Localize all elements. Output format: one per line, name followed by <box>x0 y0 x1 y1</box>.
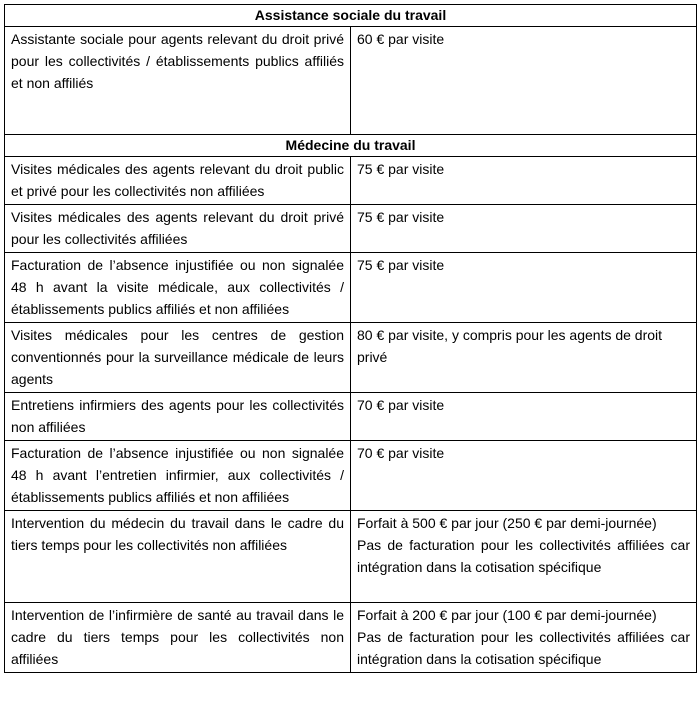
price-line: 75 € par visite <box>357 257 445 273</box>
row-description: Intervention de l’infirmière de santé au travail dans le cadre du tiers temps pour les collectivités non affiliées <box>5 603 351 673</box>
row-price <box>351 603 697 673</box>
price-note: Pas de facturation pour les collectivités affiliées car intégration dans la cotisation spécifique <box>357 629 690 667</box>
row-price <box>351 393 697 441</box>
table-row <box>5 511 697 603</box>
price-line: Forfait à 200 € par jour (100 € par demi-journée) <box>357 607 657 623</box>
row-price <box>351 511 697 603</box>
table-row <box>5 603 697 673</box>
row-price <box>351 441 697 511</box>
row-price <box>351 157 697 205</box>
row-description: Visites médicales des agents relevant du droit privé pour les collectivités affiliées <box>5 205 351 253</box>
price-line: 70 € par visite <box>357 445 445 461</box>
row-description: Entretiens infirmiers des agents pour les collectivités non affiliées <box>5 393 351 441</box>
table-row <box>5 27 697 135</box>
table-row <box>5 393 697 441</box>
row-description: Facturation de l’absence injustifiée ou non signalée 48 h avant l’entretien infirmier, aux collectivités / établissements publics affiliés et non affiliées <box>5 441 351 511</box>
section-header-row <box>5 135 697 157</box>
price-note: Pas de facturation pour les collectivités affiliées car intégration dans la cotisation spécifique <box>357 537 690 575</box>
row-description: Visites médicales des agents relevant du droit public et privé pour les collectivités non affiliées <box>5 157 351 205</box>
table-row <box>5 157 697 205</box>
price-line: 70 € par visite <box>357 397 445 413</box>
table-row <box>5 323 697 393</box>
row-price <box>351 253 697 323</box>
section-header-row <box>5 5 697 27</box>
section-title: Médecine du travail <box>5 135 697 157</box>
row-description: Assistante sociale pour agents relevant du droit privé pour les collectivités / établissements publics affiliés et non affiliés <box>5 27 351 135</box>
row-price <box>351 27 697 135</box>
tariff-table <box>4 4 697 673</box>
row-price <box>351 323 697 393</box>
price-line: 75 € par visite <box>357 161 445 177</box>
price-line: 80 € par visite, y compris pour les agents de droit privé <box>357 327 663 365</box>
table-row <box>5 253 697 323</box>
price-line: Forfait à 500 € par jour (250 € par demi-journée) <box>357 515 657 531</box>
row-description: Visites médicales pour les centres de gestion conventionnés pour la surveillance médicale de leurs agents <box>5 323 351 393</box>
section-title: Assistance sociale du travail <box>5 5 697 27</box>
price-line: 60 € par visite <box>357 31 445 47</box>
price-line: 75 € par visite <box>357 209 445 225</box>
table-row <box>5 441 697 511</box>
row-description: Intervention du médecin du travail dans le cadre du tiers temps pour les collectivités non affiliées <box>5 511 351 603</box>
row-description: Facturation de l’absence injustifiée ou non signalée 48 h avant la visite médicale, aux collectivités / établissements publics affiliés et non affiliées <box>5 253 351 323</box>
row-price <box>351 205 697 253</box>
table-row <box>5 205 697 253</box>
